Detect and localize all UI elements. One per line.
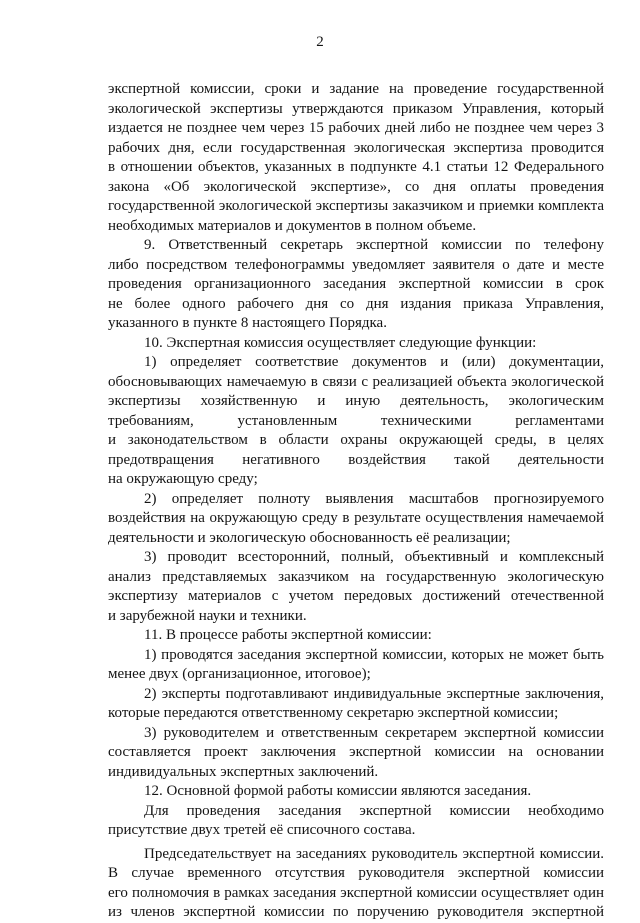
text-line: 3) проводит всесторонний, полный, объективный и комплексный bbox=[144, 549, 604, 565]
text-line: экспертной комиссии, сроки и задание на проведение государственной bbox=[108, 81, 604, 97]
text-line: 3) руководителем и ответственным секретарем экспертной комиссии bbox=[144, 724, 604, 741]
text-line: 1) проводятся заседания экспертной комиссии, которых не может быть bbox=[144, 646, 604, 663]
text-line: 11. В процессе работы экспертной комиссии: bbox=[144, 627, 432, 643]
text-line: 1) определяет соответствие документов и (или) документации, bbox=[144, 354, 604, 370]
text-line: и законодательством в области охраны окружающей среды, в целях bbox=[108, 432, 604, 448]
text-line: обосновывающих намечаемую в связи с реализацией объекта экологической bbox=[108, 373, 604, 390]
text-line: анализ представляемых заказчиком на государственную экологическую bbox=[108, 568, 604, 585]
text-line: Председательствует на заседаниях руководитель экспертной комиссии. bbox=[144, 845, 604, 862]
text-line: Для проведения заседания экспертной комиссии необходимо bbox=[144, 802, 604, 819]
text-line: указанного в пункте 8 настоящего Порядка. bbox=[108, 315, 387, 331]
text-line: экологической экспертизы утверждаются приказом Управления, который bbox=[108, 100, 604, 117]
text-line: В случае временного отсутствия руководителя экспертной комиссии bbox=[108, 865, 604, 881]
text-line: 12. Основной формой работы комиссии являются заседания. bbox=[144, 783, 532, 799]
text-line: предотвращения негативного воздействия такой деятельности bbox=[108, 451, 604, 468]
text-line: 10. Экспертная комиссия осуществляет следующие функции: bbox=[144, 334, 537, 351]
text-line: его полномочия в рамках заседания экспертной комиссии осуществляет один bbox=[108, 884, 604, 901]
text-line: из членов экспертной комиссии по поручению руководителя экспертной bbox=[108, 904, 604, 920]
text-line: издается не позднее чем через 15 рабочих дней либо не позднее чем через 3 bbox=[108, 120, 604, 136]
text-line: 9. Ответственный секретарь экспертной комиссии по телефону bbox=[144, 237, 604, 253]
text-line: и зарубежной науки и техники. bbox=[108, 607, 307, 624]
text-line: менее двух (организационное, итоговое); bbox=[108, 666, 371, 682]
text-line: индивидуальных экспертных заключений. bbox=[108, 763, 379, 780]
text-line: государственной экологической экспертизы заказчиком и приемки комплекта bbox=[108, 198, 604, 214]
text-line: не более одного рабочего дня со дня издания приказа Управления, bbox=[108, 295, 604, 312]
text-line: воздействия на окружающую среду в результате осуществления намечаемой bbox=[108, 510, 604, 526]
text-line: деятельности и экологическую обоснованность её реализации; bbox=[108, 529, 511, 546]
text-line: 2) эксперты подготавливают индивидуальные экспертные заключения, bbox=[144, 685, 604, 702]
page-number: 2 bbox=[316, 34, 324, 50]
text-line: 2) определяет полноту выявления масштабов прогнозируемого bbox=[144, 490, 604, 507]
text-line: в отношении объектов, указанных в подпункте 4.1 статьи 12 Федерального bbox=[108, 159, 604, 175]
text-line: на окружающую среду; bbox=[108, 471, 258, 487]
text-line: составляется проект заключения экспертной комиссии на основании bbox=[108, 744, 604, 760]
text-line: экспертизу материалов с учетом передовых достижений отечественной bbox=[108, 588, 604, 604]
text-line: либо посредством телефонограммы уведомляет заявителя о дате и месте bbox=[108, 256, 604, 273]
text-line: которые передаются ответственному секретарю экспертной комиссии; bbox=[108, 705, 559, 721]
text-line: закона «Об экологической экспертизе», со дня оплаты проведения bbox=[108, 178, 604, 195]
document-body bbox=[108, 80, 604, 923]
text-line: экспертизы хозяйственную и иную деятельность, экологическим bbox=[108, 393, 604, 409]
text-line: необходимых материалов и документов в полном объеме. bbox=[108, 217, 477, 234]
text-line: проведения организационного заседания экспертной комиссии в срок bbox=[108, 276, 604, 292]
text-line: рабочих дня, если государственная экологическая экспертиза проводится bbox=[108, 139, 604, 156]
text-line: присутствие двух третей её списочного состава. bbox=[108, 822, 416, 838]
text-line: требованиям, установленным техническими регламентами bbox=[108, 412, 604, 429]
